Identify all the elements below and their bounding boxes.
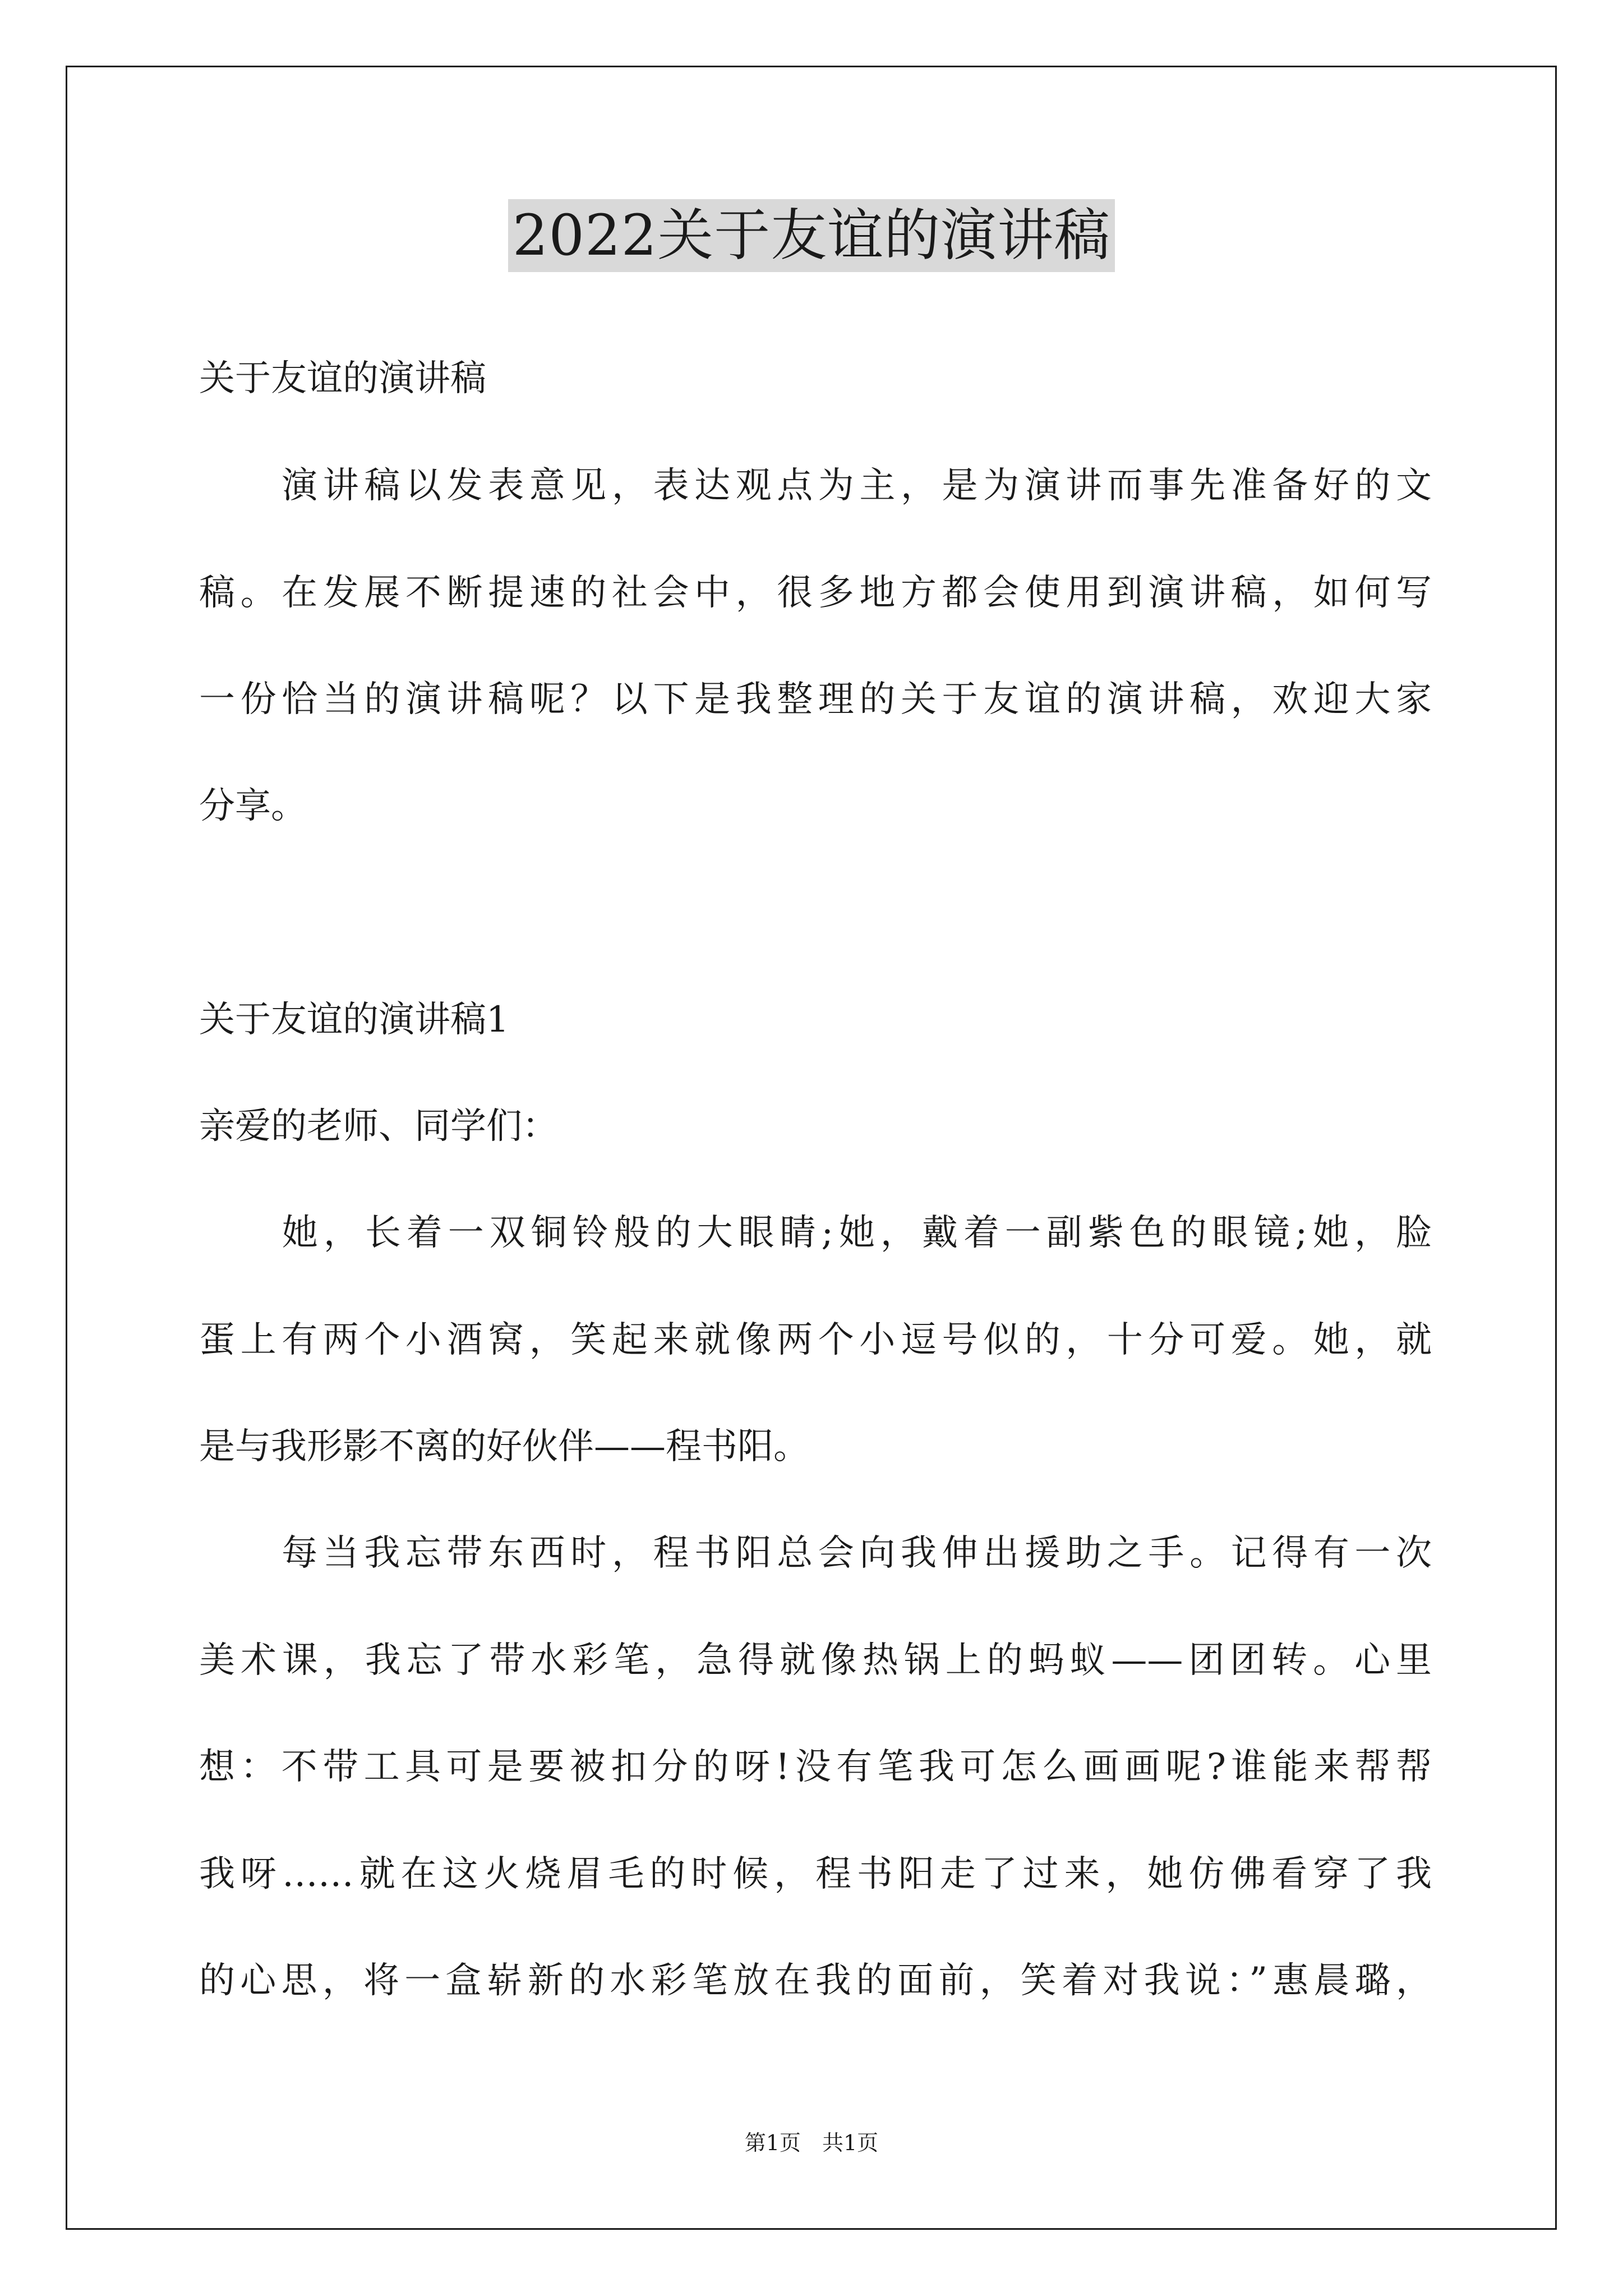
page-footer: 第1页 共1页 — [744, 2131, 879, 2155]
title-container — [0, 199, 1623, 272]
paragraph-line: 我呀……就在这火烧眉毛的时候，程书阳走了过来，她仿佛看穿了我 — [199, 1853, 1432, 1895]
section-heading: 关于友谊的演讲稿 — [199, 358, 486, 399]
paragraph-line: 稿。在发展不断提速的社会中，很多地方都会使用到演讲稿，如何写 — [199, 572, 1432, 614]
section-heading: 关于友谊的演讲稿1 — [199, 999, 509, 1041]
document-title: 2022关于友谊的演讲稿 — [508, 199, 1115, 272]
paragraph-line: 她，长着一双铜铃般的大眼睛;她，戴着一副紫色的眼镜;她，脸 — [199, 1212, 1432, 1254]
paragraph-line: 演讲稿以发表意见，表达观点为主，是为演讲而事先准备好的文 — [199, 465, 1432, 507]
paragraph-line: 美术课，我忘了带水彩笔，急得就像热锅上的蚂蚁——团团转。心里 — [199, 1640, 1432, 1681]
paragraph-line: 每当我忘带东西时，程书阳总会向我伸出援助之手。记得有一次 — [199, 1533, 1432, 1574]
paragraph-line: 的心思，将一盒崭新的水彩笔放在我的面前，笑着对我说：”惠晨璐， — [199, 1960, 1432, 2001]
paragraph-line: 想：不带工具可是要被扣分的呀!没有笔我可怎么画画呢?谁能来帮帮 — [199, 1746, 1432, 1788]
paragraph-line: 蛋上有两个小酒窝，笑起来就像两个小逗号似的，十分可爱。她，就 — [199, 1319, 1432, 1361]
paragraph-line: 一份恰当的演讲稿呢？以下是我整理的关于友谊的演讲稿，欢迎大家 — [199, 679, 1432, 720]
paragraph-line: 分享。 — [199, 785, 307, 827]
paragraph-line: 是与我形影不离的好伙伴——程书阳。 — [199, 1426, 809, 1467]
salutation: 亲爱的老师、同学们： — [199, 1106, 558, 1147]
